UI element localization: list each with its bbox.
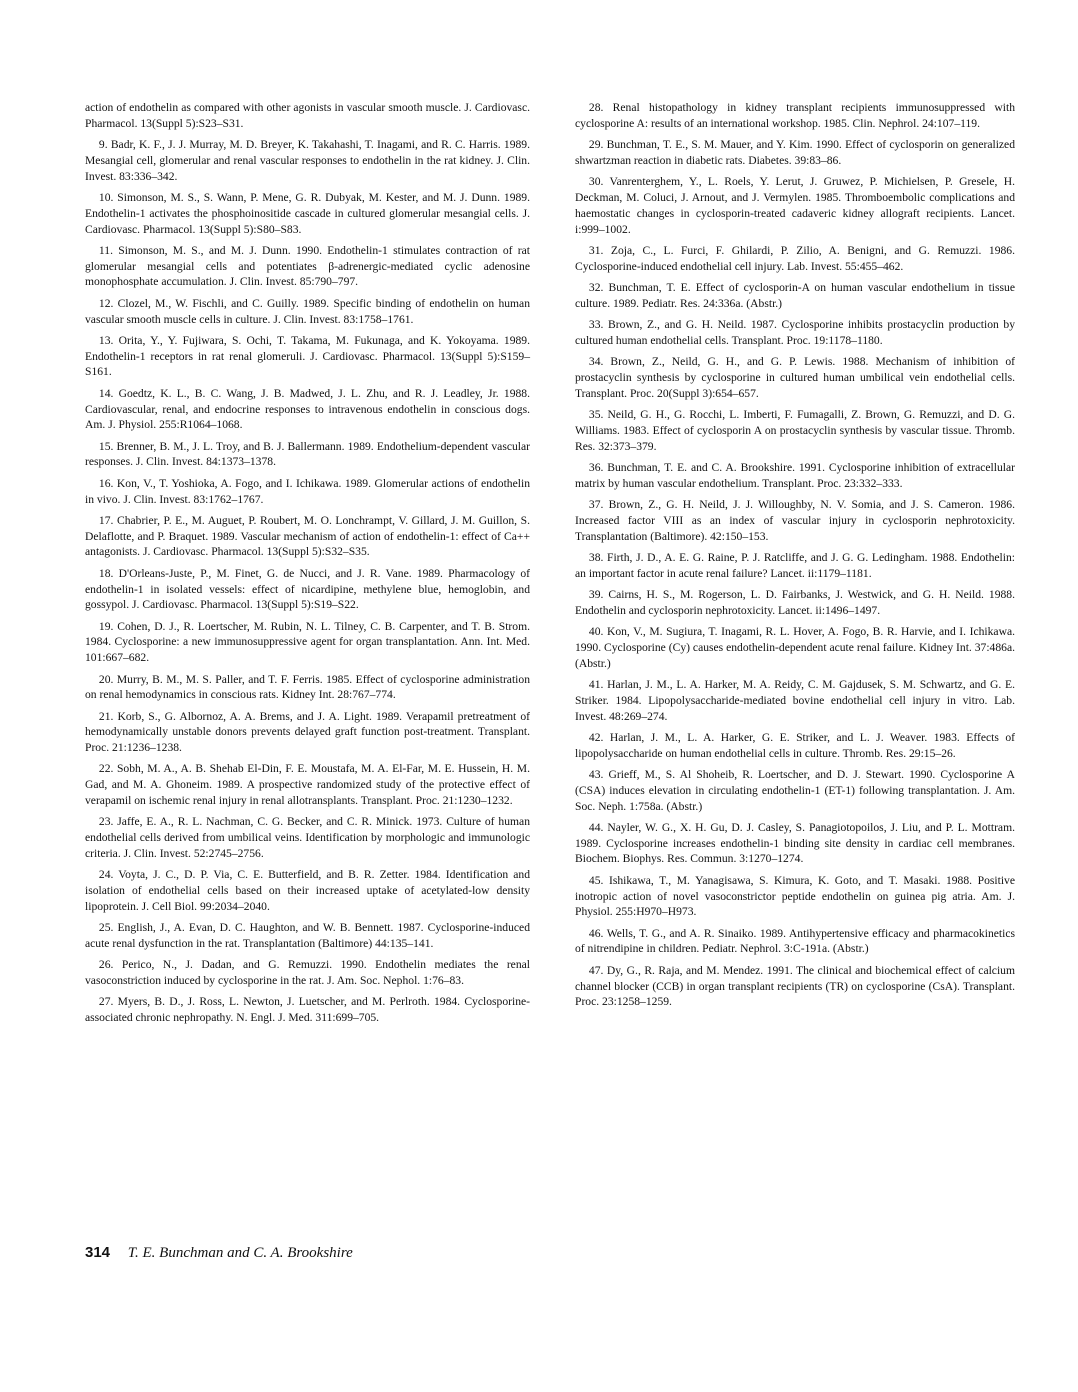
reference-item: 27. Myers, B. D., J. Ross, L. Newton, J. Luetscher, and M. Perlroth. 1984. Cyclosporine-associated chronic nephropathy. N. Engl. J. Med. 311:699–705. bbox=[85, 995, 530, 1025]
reference-item: 12. Clozel, M., W. Fischli, and C. Guilly. 1989. Specific binding of endothelin on human vascular smooth muscle cells in culture. J. Clin. Invest. 83:1758–1761. bbox=[85, 296, 530, 326]
reference-item: 33. Brown, Z., and G. H. Neild. 1987. Cyclosporine inhibits prostacyclin production by cultured human endothelial cells. Transplant. Proc. 19:1178–1180. bbox=[575, 318, 1015, 347]
reference-item: 25. English, J., A. Evan, D. C. Haughton, and W. B. Bennett. 1987. Cyclosporine-induced acute renal dysfunction in the rat. Transplantation (Baltimore) 44:135–141. bbox=[85, 921, 530, 950]
reference-item: 44. Nayler, W. G., X. H. Gu, D. J. Casley, S. Panagiotopoilos, J. Liu, and P. L. Mottram. 1989. Cyclosporine increases endothelin-1 binding site density in cardiac cell membranes. Biochem. Biophys. Res. Commun. 3:1270–1274. bbox=[575, 820, 1015, 866]
reference-item: 35. Neild, G. H., G. Rocchi, L. Imberti, F. Fumagalli, Z. Brown, G. Remuzzi, and D. G. Williams. 1983. Effect of cyclosporin A on prostacyclin synthesis by vascular tissue. Thromb. Res. 32:373–379. bbox=[575, 408, 1015, 453]
reference-item: 10. Simonson, M. S., S. Wann, P. Mene, G. R. Dubyak, M. Kester, and M. J. Dunn. 1989. Endothelin-1 activates the phosphoinositide cascade in cultured glomerular mesangial cells. J. Cardiovasc. Pharmacol. 13(Suppl 5):S80–S83. bbox=[85, 190, 530, 236]
reference-item: 43. Grieff, M., S. Al Shoheib, R. Loertscher, and D. J. Stewart. 1990. Cyclosporine A (CSA) induces elevation in circulating endothelin-1 (ET-1) following transplantation. J. Am. Soc. Neph. 1:758a. (Abstr.) bbox=[575, 767, 1015, 813]
reference-item: 46. Wells, T. G., and A. R. Sinaiko. 1989. Antihypertensive efficacy and pharmacokinetics of nitrendipine in children. Pediatr. Nephrol. 3:C-191a. (Abstr.) bbox=[575, 926, 1015, 956]
reference-item: 29. Bunchman, T. E., S. M. Mauer, and Y. Kim. 1990. Effect of cyclosporin on generalized shwartzman reaction in diabetic rats. Diabetes. 39:83–86. bbox=[575, 138, 1015, 167]
reference-item: 24. Voyta, J. C., D. P. Via, C. E. Butterfield, and B. R. Zetter. 1984. Identification and isolation of endothelial cells based on their increased uptake of acetylated-low density lipoprotein. J. Cell Biol. 99:2034–2040. bbox=[85, 868, 530, 913]
reference-item: 19. Cohen, D. J., R. Loertscher, M. Rubin, N. L. Tilney, C. B. Carpenter, and T. B. Strom. 1984. Cyclosporine: a new immunosuppressive agent for organ transplantation. Ann. Int. Med. 101:667–682. bbox=[85, 619, 530, 665]
reference-item: 36. Bunchman, T. E. and C. A. Brookshire. 1991. Cyclosporine inhibition of extracellular matrix by human vascular endothelium. Transplant. Proc. 23:332–333. bbox=[575, 460, 1015, 490]
reference-item: 40. Kon, V., M. Sugiura, T. Inagami, R. L. Hover, A. Fogo, B. R. Harvie, and I. Ichikawa. 1990. Cyclosporine (Cy) causes endothelin-dependent acute renal failure. Kidney Int. 37:486a. (Abstr.) bbox=[575, 625, 1015, 670]
reference-item: 9. Badr, K. F., J. J. Murray, M. D. Breyer, K. Takahashi, T. Inagami, and R. C. Harris. 1989. Mesangial cell, glomerular and renal vascular responses to endothelin in the rat kidney. J. Clin. Invest. 83:336–342. bbox=[85, 138, 530, 183]
reference-item: 38. Firth, J. D., A. E. G. Raine, P. J. Ratcliffe, and J. G. G. Ledingham. 1988. Endothelin: an important factor in acute renal failure? Lancet. ii:1179–1181. bbox=[575, 550, 1015, 580]
reference-item: 17. Chabrier, P. E., M. Auguet, P. Roubert, M. O. Lonchrampt, V. Gillard, J. M. Guillon, S. Delaflotte, and P. Braquet. 1989. Vascular mechanism of action of endothelin-1: effect of Ca++ antagonists. J. Cardiovasc. Pharmacol. 13(Suppl 5):S32–S35. bbox=[85, 513, 530, 559]
reference-item: 15. Brenner, B. M., J. L. Troy, and B. J. Ballermann. 1989. Endothelium-dependent vascular responses. J. Clin. Invest. 84:1373–1378. bbox=[85, 439, 530, 469]
reference-item: 34. Brown, Z., Neild, G. H., and G. P. Lewis. 1988. Mechanism of inhibition of prostacyclin synthesis by cyclosporine in cultured human umbilical vein endothelial cells. Transplant. Proc. 20(Suppl 3):654–657. bbox=[575, 355, 1015, 400]
reference-item: 26. Perico, N., J. Dadan, and G. Remuzzi. 1990. Endothelin mediates the renal vasoconstriction induced by cyclosporine in the rat. J. Am. Soc. Nephol. 1:76–83. bbox=[85, 958, 530, 988]
reference-item: 41. Harlan, J. M., L. A. Harker, M. A. Reidy, C. M. Gajdusek, S. M. Schwartz, and G. E. Striker. 1984. Lipopolysaccharide-mediated bovine endothelial cell injury in vitro. Lab. Invest. 48:269–274. bbox=[575, 678, 1015, 723]
reference-item: 20. Murry, B. M., M. S. Paller, and T. F. Ferris. 1985. Effect of cyclosporine administration on renal hemodynamics in conscious rats. Kidney Int. 28:767–774. bbox=[85, 672, 530, 702]
reference-item: 13. Orita, Y., Y. Fujiwara, S. Ochi, T. Takama, M. Fukunaga, and K. Yokoyama. 1989. Endothelin-1 receptors in rat renal glomeruli. J. Cardiovasc. Pharmacol. 13(Suppl 5):S159–S161. bbox=[85, 333, 530, 379]
reference-item: 45. Ishikawa, T., M. Yanagisawa, S. Kimura, K. Goto, and T. Masaki. 1988. Positive inotropic action of novel vasoconstrictor peptide endothelin on guinea pig atria. Am. J. Physiol. 255:H970–H973. bbox=[575, 873, 1015, 919]
reference-column-right bbox=[575, 100, 1015, 1016]
reference-item: 42. Harlan, J. M., L. A. Harker, G. E. Striker, and L. J. Weaver. 1983. Effects of lipopolysaccharide on human endothelial cells in culture. Thromb. Res. 29:15–26. bbox=[575, 730, 1015, 760]
page-number: 314 bbox=[85, 1244, 111, 1261]
reference-item: 39. Cairns, H. S., M. Rogerson, L. D. Fairbanks, J. Westwick, and G. H. Neild. 1988. Endothelin and cyclosporin nephrotoxicity. Lancet. ii:1496–1497. bbox=[575, 588, 1015, 617]
reference-item: 11. Simonson, M. S., and M. J. Dunn. 1990. Endothelin-1 stimulates contraction of rat glomerular mesangial cells and potentiates β-adrenergic-mediated cyclic adenosine monophosphate accumulation. J. Clin. Invest. 85:790–797. bbox=[85, 243, 530, 289]
reference-item: 23. Jaffe, E. A., R. L. Nachman, C. G. Becker, and C. R. Minick. 1973. Culture of human endothelial cells derived from umbilical veins. Identification by morphologic and immunologic criteria. J. Clin. Invest. 52:2745–2756. bbox=[85, 815, 530, 860]
reference-item: 14. Goedtz, K. L., B. C. Wang, J. B. Madwed, J. L. Zhu, and R. J. Leadley, Jr. 1988. Cardiovascular, renal, and endocrine responses to intravenous endothelin in conscious dogs. Am. J. Physiol. 255:R1064–1068. bbox=[85, 386, 530, 432]
reference-item: 47. Dy, G., R. Raja, and M. Mendez. 1991. The clinical and biochemical effect of calcium channel blocker (CCB) in organ transplant recipients (TR) on cyclosporine (CsA). Transplant. Proc. 23:1258–1259. bbox=[575, 963, 1015, 1009]
reference-item: 30. Vanrenterghem, Y., L. Roels, Y. Lerut, J. Gruwez, P. Michielsen, P. Gresele, H. Deckman, M. Coluci, J. Arnout, and J. Vermylen. 1985. Thromboembolic complications and haemostatic changes in cyclosporin-treated cadaveric kidney allograft recipients. Lancet. i:999–1002. bbox=[575, 175, 1015, 236]
reference-item: 37. Brown, Z., G. H. Neild, J. J. Willoughby, N. V. Somia, and J. S. Cameron. 1986. Increased factor VIII as an index of vascular injury in cyclosporin nephrotoxicity. Transplantation (Baltimore). 42:150–153. bbox=[575, 498, 1015, 543]
reference-column-left bbox=[85, 100, 530, 1031]
reference-item: 28. Renal histopathology in kidney transplant recipients immunosuppressed with cyclosporine A: results of an international workshop. 1985. Clin. Nephrol. 24:107–119. bbox=[575, 101, 1015, 130]
reference-item: 16. Kon, V., T. Yoshioka, A. Fogo, and I. Ichikawa. 1989. Glomerular actions of endothelin in vivo. J. Clin. Invest. 83:1762–1767. bbox=[85, 476, 530, 506]
running-footer-authors: T. E. Bunchman and C. A. Brookshire bbox=[127, 1245, 353, 1261]
reference-item: 18. D'Orleans-Juste, P., M. Finet, G. de Nucci, and J. R. Vane. 1989. Pharmacology of endothelin-1 in isolated vessels: effect of nicardipine, methylene blue, hemoglobin, and gossypol. J. Cardiovasc. Pharmacol. 13(Suppl 5):S19–S22. bbox=[85, 566, 530, 612]
reference-item: 22. Sobh, M. A., A. B. Shehab El-Din, F. E. Moustafa, M. A. El-Far, M. E. Hussein, H. M. Gad, and M. A. Ghoneim. 1989. A prospective randomized study of the protective effect of verapamil on ischemic renal injury in renal allotransplants. Transplant. Proc. 21:1230–1232. bbox=[85, 762, 530, 808]
reference-item: action of endothelin as compared with other agonists in vascular smooth muscle. J. Cardiovasc. Pharmacol. 13(Suppl 5):S23–S31. bbox=[85, 101, 530, 130]
reference-item: 21. Korb, S., G. Albornoz, A. A. Brems, and J. A. Light. 1989. Verapamil pretreatment of hemodynamically unstable donors prevents delayed graft function post-treatment. Transplant. Proc. 21:1236–1238. bbox=[85, 709, 530, 755]
page-footer bbox=[85, 1244, 353, 1262]
reference-item: 32. Bunchman, T. E. Effect of cyclosporin-A on human vascular endothelium in tissue culture. 1989. Pediatr. Res. 24:336a. (Abstr.) bbox=[575, 280, 1015, 310]
reference-item: 31. Zoja, C., L. Furci, F. Ghilardi, P. Zilio, A. Benigni, and G. Remuzzi. 1986. Cyclosporine-induced endothelial cell injury. Lab. Invest. 55:455–462. bbox=[575, 243, 1015, 273]
